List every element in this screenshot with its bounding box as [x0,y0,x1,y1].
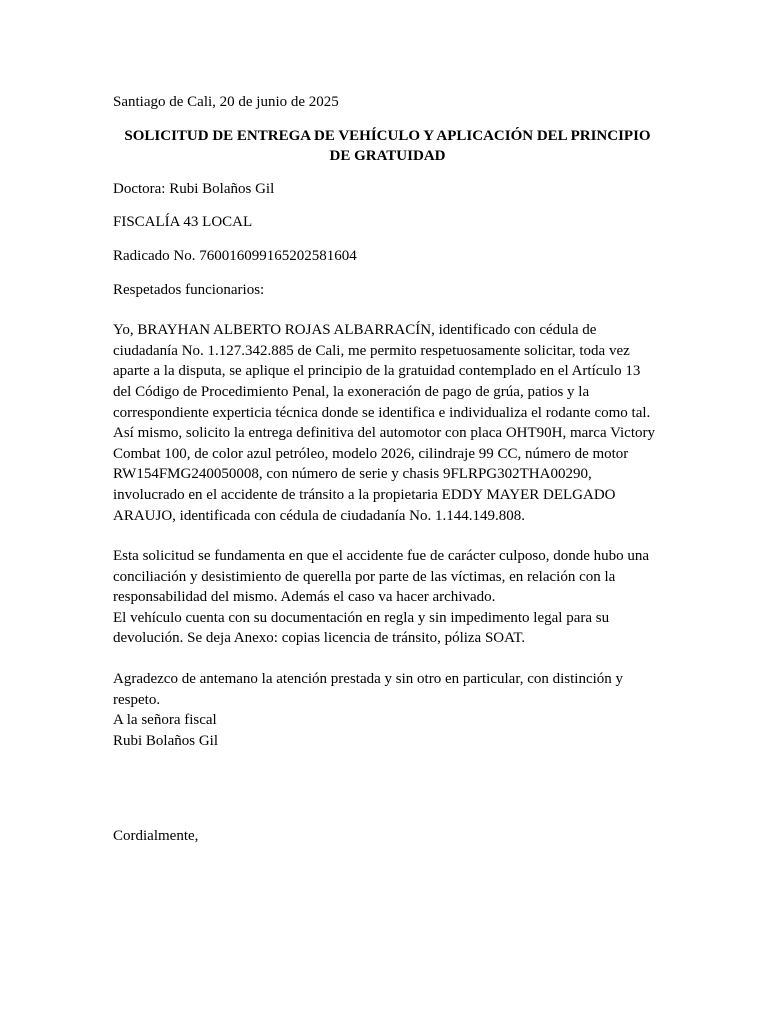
letter-body [113,92,658,751]
thanks-text: Agradezco de antemano la atención prestada y sin otro en particular, con distinción y respeto. [113,671,624,708]
body-paragraph-2 [113,546,658,649]
body-paragraph-1: Yo, BRAYHAN ALBERTO ROJAS ALBARRACÍN, identificado con cédula de ciudadanía No. 1.127.342.885 de Cali, me permito respetuosamente solicitar, toda vez aparte a la disputa, se aplique el principio de la gratuidad contemplado en el Artículo 13 del Código de Procedimiento Penal, la exoneración de pago de grúa, patios y la correspondiente experticia técnica donde se identifica e individualiza el rodante como tal. Así mismo, solicito la entrega definitiva del automotor con placa OHT90H, marca Victory Combat 100, de color azul petróleo, modelo 2026, cilindraje 99 CC, número de motor RW154FMG240050008, con número de serie y chasis 9FLRPG302THA00290, involucrado en el accidente de tránsito a la propietaria EDDY MAYER DELGADO ARAUJO, identificada con cédula de ciudadanía No. 1.144.149.808. [113,322,656,524]
sign-off: Cordialmente, [113,828,199,844]
greeting: Respetados funcionarios: [113,281,265,298]
body-paragraph-2b: El vehículo cuenta con su documentación en regla y sin impedimento legal para su devolución. Se deja Anexo: copias licencia de tránsito, póliza SOAT. [113,609,610,647]
file-number: Radicado No. 760016099165202581604 [113,247,357,264]
addressee-line-2: Rubi Bolaños Gil [113,732,219,749]
office: FISCALÍA 43 LOCAL [113,214,253,231]
addressee-line-1: A la señora fiscal [113,712,217,729]
closing-block [113,669,658,751]
recipient: Doctora: Rubi Bolaños Gil [113,180,275,197]
place-date: Santiago de Cali, 20 de junio de 2025 [113,94,339,110]
body-paragraph-2a: Esta solicitud se fundamenta en que el accidente fue de carácter culposo, donde hubo una conciliación y desistimiento de querella por parte de las víctimas, en relación con la responsabilidad del mismo. Además el caso va hacer archivado. [113,548,650,606]
letter-title: SOLICITUD DE ENTREGA DE VEHÍCULO Y APLICACIÓN DEL PRINCIPIO DE GRATUIDAD [124,127,651,165]
